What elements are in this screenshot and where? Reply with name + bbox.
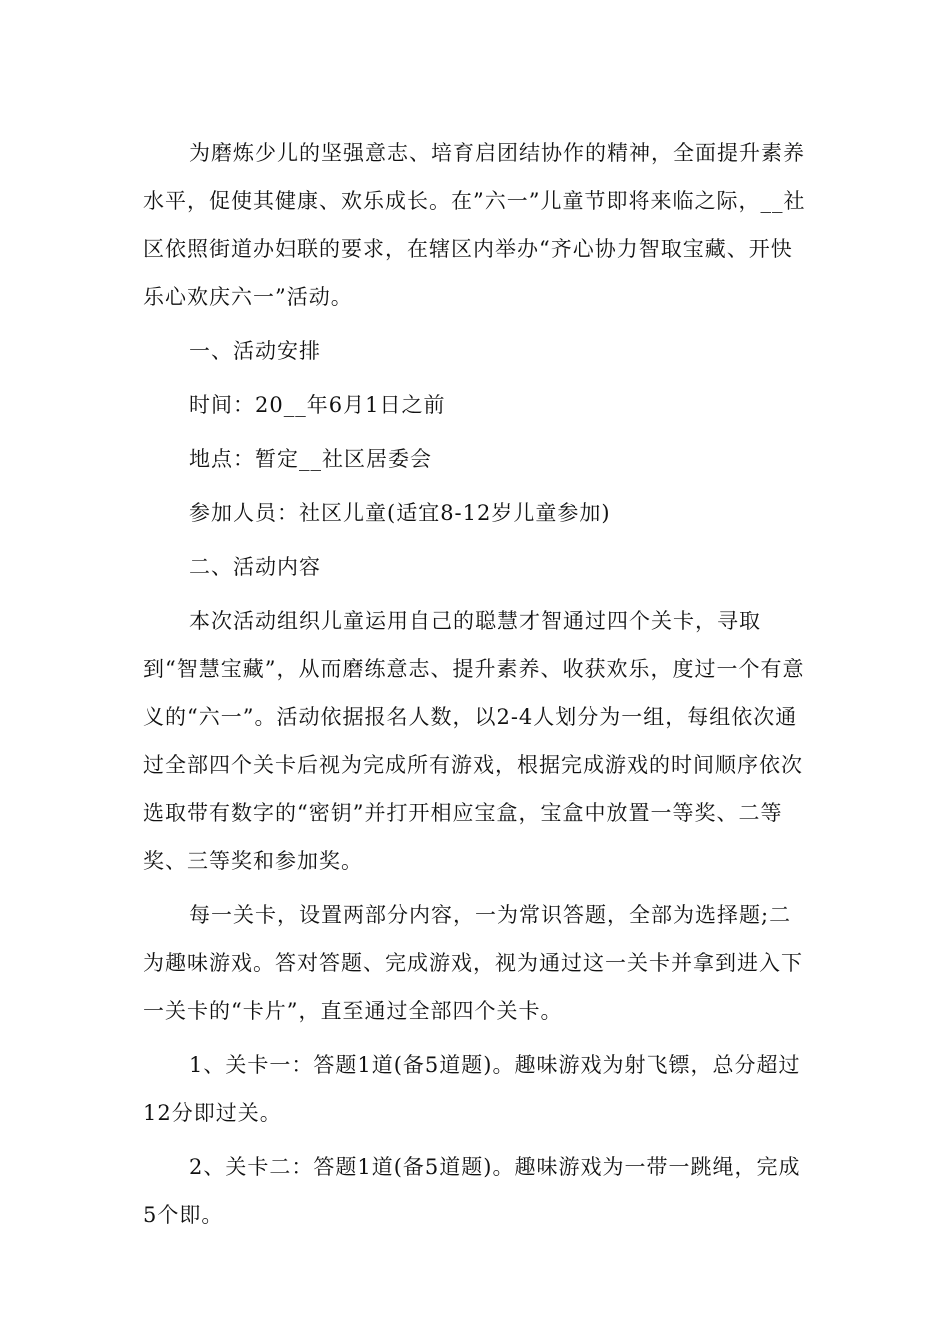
checkpoint-two-paragraph: 2、关卡二：答题1道(备5道题)。趣味游戏为一带一跳绳，完成5个即。 [143, 1155, 801, 1227]
intro-paragraph: 为磨炼少儿的坚强意志、培育启团结协作的精神，全面提升素养水平，促使其健康、欢乐成长。在”六一”儿童节即将来临之际，__社区依照街道办妇联的要求，在辖区内举办“齐心协力智取宝藏、开快乐心欢庆六一”活动。 [143, 141, 806, 309]
participants-line: 参加人员：社区儿童(适宜8-12岁儿童参加) [189, 501, 611, 525]
section-heading-arrangement: 一、活动安排 [189, 339, 321, 363]
section-heading-content: 二、活动内容 [189, 555, 321, 579]
time-line: 时间：20__年6月1日之前 [189, 393, 446, 417]
activity-description-paragraph: 本次活动组织儿童运用自己的聪慧才智通过四个关卡，寻取到“智慧宝藏”，从而磨练意志、提升素养、收获欢乐，度过一个有意义的“六一”。活动依据报名人数，以2-4人划分为一组，每组依次通过全部四个关卡后视为完成所有游戏，根据完成游戏的时间顺序依次选取带有数字的“密钥”并打开相应宝盒，宝盒中放置一等奖、二等奖、三等奖和参加奖。 [143, 609, 805, 873]
location-line: 地点：暂定__社区居委会 [189, 447, 432, 471]
checkpoint-one-paragraph: 1、关卡一：答题1道(备5道题)。趣味游戏为射飞镖，总分超过12分即过关。 [143, 1053, 801, 1125]
checkpoint-rules-paragraph: 每一关卡，设置两部分内容，一为常识答题，全部为选择题;二为趣味游戏。答对答题、完成游戏，视为通过这一关卡并拿到进入下一关卡的“卡片”，直至通过全部四个关卡。 [143, 903, 803, 1023]
document-body [143, 129, 808, 1239]
